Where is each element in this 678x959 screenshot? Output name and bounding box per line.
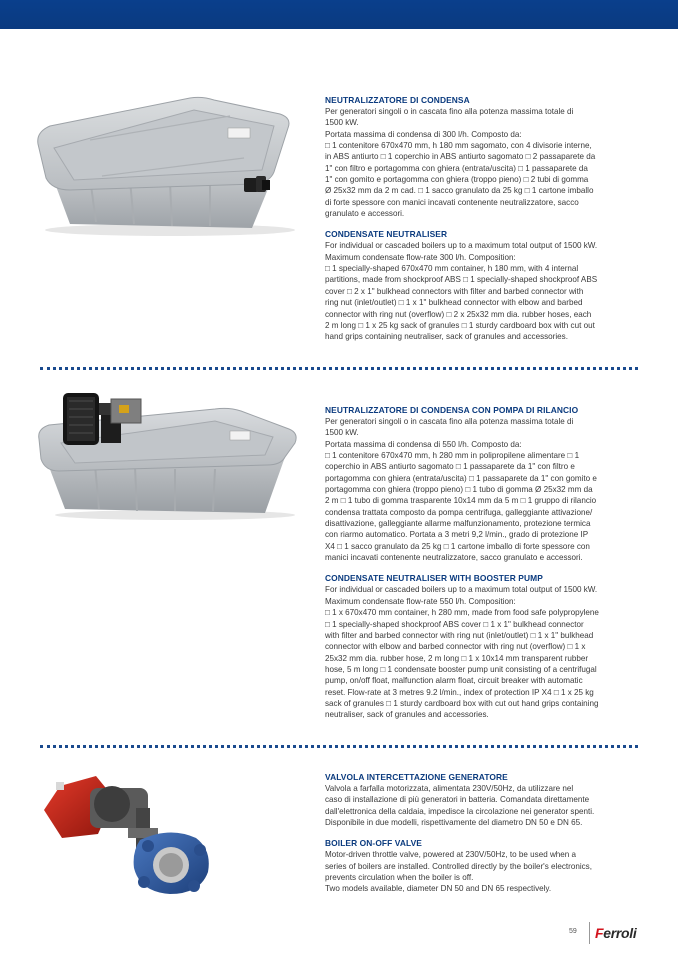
section-title-it: NEUTRALIZZATORE DI CONDENSA xyxy=(325,95,470,105)
section-valve xyxy=(325,772,637,905)
section-divider xyxy=(40,745,638,748)
neutraliser-pump-photo xyxy=(35,385,303,520)
logo-divider xyxy=(589,922,590,944)
section-title-en: BOILER ON-OFF VALVE xyxy=(325,838,422,849)
section-title-en: CONDENSATE NEUTRALISER xyxy=(325,229,448,240)
section-title-en: CONDENSATE NEUTRALISER WITH BOOSTER PUMP xyxy=(325,573,543,584)
section-neutraliser-pump xyxy=(325,405,637,731)
section-body-en: Motor-driven throttle valve, powered at 230V/50Hz, to be used when a series of boilers are installed. Controlled directly by the boiler's electronics, prevents circulation when the boiler is off. Two models available, diameter DN 50 and DN 65 respectively. xyxy=(325,850,592,894)
neutraliser-photo xyxy=(30,92,308,237)
section-divider xyxy=(40,367,638,370)
logo-initial: F xyxy=(595,925,604,941)
page-number: 59 xyxy=(569,928,577,935)
section-body-en: For individual or cascaded boilers up to a maximum total output of 1500 kW. Maximum condensate flow-rate 550 l/h. Composition: □ 1 x 670x470 mm container, h 280 mm, made from food safe polypropylene □ 1 specially-shaped shockproof ABS cover □ 1 x 1" bulkhead connector with filter and barbed connector with ring nut (inlet/outlet) □ 1 x 1" bulkhead connector with elbow and barbed connector with ring nut (overflow) □ 1 x 25x32 mm dia. rubber hose, 2 m long □ 1 x 10x14 mm transparent rubber hose, 5 m long □ 1 condensate booster pump unit consisting of a centrifugal pump, on/off float, malfunction alarm float, circuit breaker with automatic reset. Flow-rate at 3 metres 9.2 l/min., index of protection IP X4 □ 1 x 25 kg sack of granules □ 1 sturdy cardboard box with cut out hand grips containing neutraliser, sack of granules and accessories. xyxy=(325,585,599,720)
section-body-it: Per generatori singoli o in cascata fino alla potenza massima totale di 1500 kW. Portata massima di condensa di 300 l/h. Composto da: □ 1 contenitore 670x470 mm, h 180 mm sagomato, con 4 divisorie interne, in ABS antiurto □ 1 coperchio in ABS antiurto sagomato □ 2 passaparete da 1" con filtro e portagomma con ghiera (entrata/uscita) □ 1 passaparete da 1" con gomito e portagomma con ghiera (troppo pieno) □ 2 tubi di gomma Ø 25x32 mm da 2 m cad. □ 1 sacco granulato da 25 kg □ 1 cartone imballo di forte spessore con manici incavati contenente neutralizzatore, sacco granulato e accessori. xyxy=(325,107,596,219)
section-neutraliser xyxy=(325,95,637,353)
section-body-it: Valvola a farfalla motorizzata, alimentata 230V/50Hz, da utilizzare nel caso di installazione di più generatori in batteria. Comandata direttamente dall'elettronica della caldaia, impedisce la circolazione nei generator spenti. Disponibile in due modelli, rispettivamente del diametro DN 50 e DN 65. xyxy=(325,784,595,828)
ferroli-logo xyxy=(595,925,636,941)
section-title-it: VALVOLA INTERCETTAZIONE GENERATORE xyxy=(325,772,508,782)
logo-text: erroli xyxy=(603,925,637,941)
section-title-it: NEUTRALIZZATORE DI CONDENSA CON POMPA DI RILANCIO xyxy=(325,405,579,415)
section-body-it: Per generatori singoli o in cascata fino alla potenza massima totale di 1500 kW. Portata massima di condensa di 550 l/h. Composto da: □ 1 contenitore 670x470 mm, h 280 mm in polipropilene alimentare □ 1 coperchio in ABS antiurto sagomato □ 1 passaparete da 1" con filtro e portagomma con ghiera (entrata/uscita) □ 1 passaparete da 1" con gomito e portagomma con ghiera (troppo pieno) □ 1 tubo di gomma Ø 25x32 mm da 2 m □ 1 tubo di gomma trasparente 10x14 mm da 5 m □ 1 gruppo di rilancio condensa trattata composto da pompa centrifuga, galleggiante attivazione/ disattivazione, galleggiante allarme malfunzionamento, protezione termica con riarmo automatico. Portata a 3 metri 9,2 l/min., grado di protezione IP X4 □ 1 sacco granulato da 25 kg □ 1 cartone imballo di forte spessore con manici incavati contenente neutralizzatore, sacco granulato e accessori. xyxy=(325,417,597,563)
top-banner xyxy=(0,0,678,29)
valve-photo xyxy=(40,768,215,898)
section-body-en: For individual or cascaded boilers up to a maximum total output of 1500 kW. Maximum condensate flow-rate 300 l/h. Composition: □ 1 specially-shaped 670x470 mm container, h 180 mm, with 4 internal partitions, made from shockproof ABS □ 1 specially-shaped shockproof ABS cover □ 2 x 1" bulkhead connectors with filter and barbed connector with ring nut (inlet/outlet) □ 1 x 1" bulkhead connector with elbow and barbed connector with ring nut (overflow) □ 2 x 25x32 mm dia. rubber hoses, each 2 m long □ 1 x 25 kg sack of granules □ 1 sturdy cardboard box with cut out hand grips containing neutraliser, sack of granules and accessories. xyxy=(325,241,598,342)
